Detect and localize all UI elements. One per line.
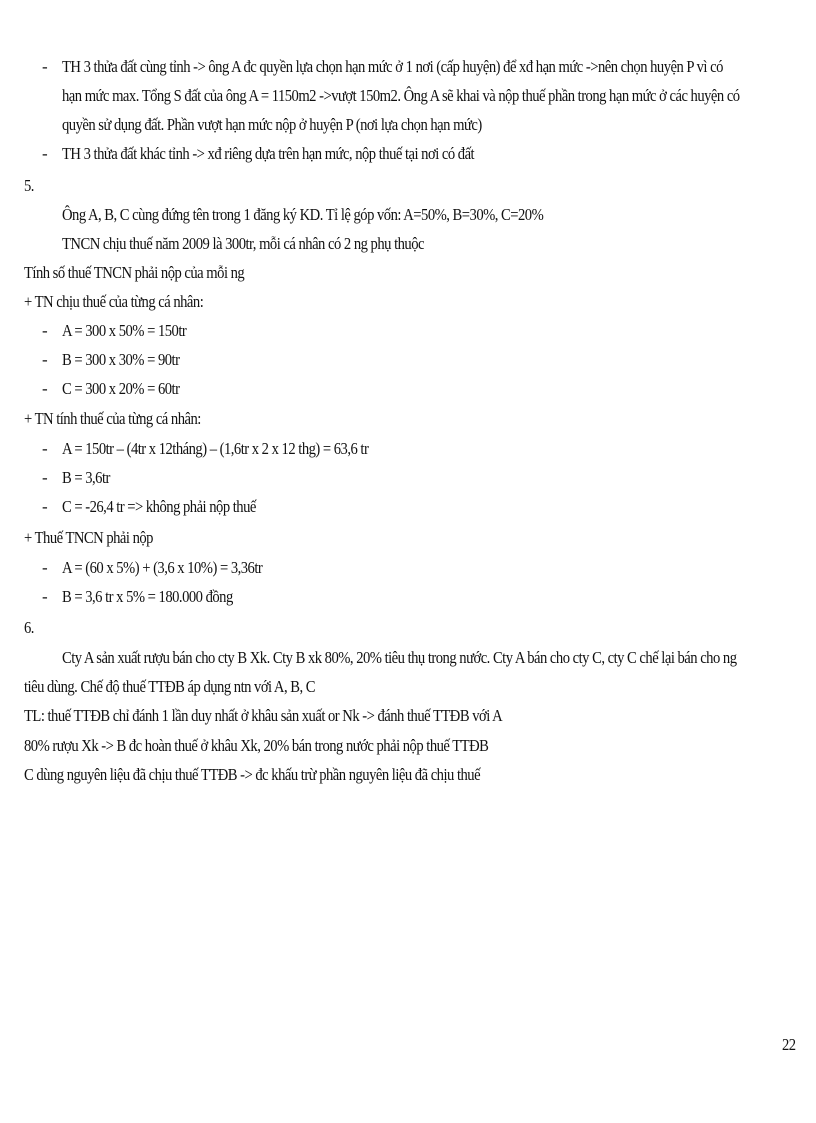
bullet-marker: - bbox=[42, 558, 48, 577]
bullet-marker: - bbox=[42, 379, 48, 398]
section6-answer-line1: TL: thuế TTĐB chỉ đánh 1 lần duy nhất ở khâu sản xuất or Nk -> đánh thuế TTĐB với A bbox=[24, 706, 503, 725]
section6-question-line1: Cty A sản xuất rượu bán cho cty B Xk. Cty B xk 80%, 20% tiêu thụ trong nước. Cty A bán cho cty C, cty C chế lại bán cho ng bbox=[62, 648, 737, 667]
section6-question-line2: tiêu dùng. Chế độ thuế TTĐB áp dụng ntn với A, B, C bbox=[24, 677, 316, 696]
section4-bullet1-line1: TH 3 thửa đất cùng tỉnh -> ông A đc quyền lựa chọn hạn mức ở 1 nơi (cấp huyện) để xđ hạn mức ->nên chọn huyện P vì có bbox=[62, 57, 723, 76]
section5-question: Tính số thuế TNCN phải nộp của mỗi ng bbox=[24, 263, 245, 282]
page-number: 22 bbox=[782, 1035, 796, 1054]
section5-item2-c: C = -26,4 tr => không phải nộp thuế bbox=[62, 497, 256, 516]
section4-bullet2: TH 3 thửa đất khác tỉnh -> xđ riêng dựa trên hạn mức, nộp thuế tại nơi có đất bbox=[62, 144, 475, 163]
bullet-marker: - bbox=[42, 57, 48, 76]
bullet-marker: - bbox=[42, 144, 48, 163]
bullet-marker: - bbox=[42, 321, 48, 340]
section5-intro-line1: Ông A, B, C cùng đứng tên trong 1 đăng ký KD. Tỉ lệ góp vốn: A=50%, B=30%, C=20% bbox=[62, 205, 544, 224]
section5-item3-a: A = (60 x 5%) + (3,6 x 10%) = 3,36tr bbox=[62, 558, 263, 577]
section5-item1-a: A = 300 x 50% = 150tr bbox=[62, 321, 187, 340]
section6-answer-line3: C dùng nguyên liệu đã chịu thuế TTĐB -> đc khấu trừ phần nguyên liệu đã chịu thuế bbox=[24, 765, 481, 784]
section5-item2-b: B = 3,6tr bbox=[62, 468, 110, 487]
bullet-marker: - bbox=[42, 350, 48, 369]
section4-bullet1-line2: hạn mức max. Tổng S đất của ông A = 1150m2 ->vượt 150m2. Ông A sẽ khai và nộp thuế phần trong hạn mức ở các huyện có bbox=[62, 86, 740, 105]
section5-item3-b: B = 3,6 tr x 5% = 180.000 đồng bbox=[62, 587, 233, 606]
section6-answer-line2: 80% rượu Xk -> B đc hoàn thuế ở khâu Xk, 20% bán trong nước phải nộp thuế TTĐB bbox=[24, 736, 489, 755]
section5-heading-tax-payable: + Thuế TNCN phải nộp bbox=[24, 528, 153, 547]
section4-bullet1-line3: quyền sử dụng đất. Phần vượt hạn mức nộp ở huyện P (nơi lựa chọn hạn mức) bbox=[62, 115, 482, 134]
section5-number: 5. bbox=[24, 176, 34, 195]
bullet-marker: - bbox=[42, 468, 48, 487]
section5-heading-taxable-calc: + TN tính thuế của từng cá nhân: bbox=[24, 409, 201, 428]
bullet-marker: - bbox=[42, 497, 48, 516]
section5-intro-line2: TNCN chịu thuế năm 2009 là 300tr, mỗi cá nhân có 2 ng phụ thuộc bbox=[62, 234, 424, 253]
section5-heading-taxable-income: + TN chịu thuế của từng cá nhân: bbox=[24, 292, 204, 311]
bullet-marker: - bbox=[42, 587, 48, 606]
section5-item1-c: C = 300 x 20% = 60tr bbox=[62, 379, 180, 398]
section5-item2-a: A = 150tr – (4tr x 12tháng) – (1,6tr x 2 x 12 thg) = 63,6 tr bbox=[62, 439, 369, 458]
section6-number: 6. bbox=[24, 618, 34, 637]
section5-item1-b: B = 300 x 30% = 90tr bbox=[62, 350, 180, 369]
bullet-marker: - bbox=[42, 439, 48, 458]
